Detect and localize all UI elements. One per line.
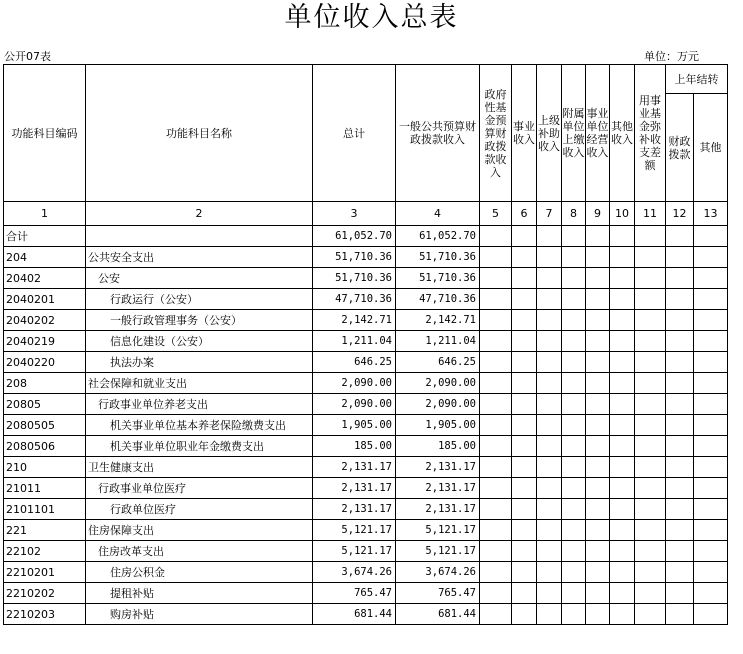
table-row <box>4 247 728 268</box>
row-empty-cell <box>480 562 512 583</box>
row-empty-cell <box>610 562 635 583</box>
row-empty-cell <box>610 499 635 520</box>
row-empty-cell <box>694 520 728 541</box>
row-code: 2210202 <box>4 583 86 604</box>
row-total: 765.47 <box>313 583 396 604</box>
row-empty-cell <box>480 541 512 562</box>
header-business-income: 事业单位经营收入 <box>586 65 610 202</box>
table-row <box>4 331 728 352</box>
row-code: 22102 <box>4 541 86 562</box>
row-general-budget: 51,710.36 <box>396 247 480 268</box>
row-empty-cell <box>610 415 635 436</box>
row-total: 5,121.17 <box>313 541 396 562</box>
row-empty-cell <box>635 289 666 310</box>
row-empty-cell <box>666 562 694 583</box>
row-general-budget: 2,131.17 <box>396 457 480 478</box>
column-number: 1 <box>4 202 86 226</box>
row-empty-cell <box>666 541 694 562</box>
row-empty-cell <box>586 499 610 520</box>
row-name: 住房公积金 <box>86 562 313 583</box>
column-number: 4 <box>396 202 480 226</box>
row-empty-cell <box>512 604 537 625</box>
report-title: 单位收入总表 <box>284 2 459 33</box>
row-empty-cell <box>480 499 512 520</box>
row-empty-cell <box>512 352 537 373</box>
row-empty-cell <box>537 583 562 604</box>
row-empty-cell <box>537 247 562 268</box>
row-empty-cell <box>562 520 586 541</box>
row-code: 208 <box>4 373 86 394</box>
row-empty-cell <box>537 394 562 415</box>
row-empty-cell <box>694 373 728 394</box>
table-row <box>4 583 728 604</box>
table-row <box>4 604 728 625</box>
row-empty-cell <box>666 394 694 415</box>
row-empty-cell <box>512 373 537 394</box>
row-empty-cell <box>666 436 694 457</box>
unit-label: 单位：万元 <box>644 50 699 63</box>
column-number: 3 <box>313 202 396 226</box>
row-empty-cell <box>512 226 537 247</box>
row-name: 卫生健康支出 <box>86 457 313 478</box>
row-empty-cell <box>537 541 562 562</box>
column-number: 8 <box>562 202 586 226</box>
row-general-budget: 1,211.04 <box>396 331 480 352</box>
row-empty-cell <box>562 352 586 373</box>
row-code: 20402 <box>4 268 86 289</box>
row-empty-cell <box>694 226 728 247</box>
row-empty-cell <box>537 604 562 625</box>
row-total: 61,052.70 <box>313 226 396 247</box>
row-empty-cell <box>512 247 537 268</box>
row-empty-cell <box>480 436 512 457</box>
row-empty-cell <box>610 247 635 268</box>
table-row <box>4 373 728 394</box>
row-empty-cell <box>635 478 666 499</box>
table-row <box>4 478 728 499</box>
column-number: 10 <box>610 202 635 226</box>
row-total: 2,131.17 <box>313 478 396 499</box>
row-general-budget: 2,142.71 <box>396 310 480 331</box>
row-name: 公共安全支出 <box>86 247 313 268</box>
row-empty-cell <box>480 478 512 499</box>
row-empty-cell <box>480 520 512 541</box>
row-empty-cell <box>610 436 635 457</box>
row-empty-cell <box>586 226 610 247</box>
row-empty-cell <box>586 583 610 604</box>
row-empty-cell <box>480 268 512 289</box>
row-total: 2,090.00 <box>313 394 396 415</box>
row-empty-cell <box>666 331 694 352</box>
header-total: 总计 <box>313 65 396 202</box>
row-empty-cell <box>562 394 586 415</box>
row-code: 2210201 <box>4 562 86 583</box>
row-empty-cell <box>586 310 610 331</box>
row-name: 社会保障和就业支出 <box>86 373 313 394</box>
row-empty-cell <box>537 373 562 394</box>
row-code: 2040202 <box>4 310 86 331</box>
row-empty-cell <box>635 415 666 436</box>
row-empty-cell <box>586 478 610 499</box>
row-empty-cell <box>635 583 666 604</box>
row-empty-cell <box>586 247 610 268</box>
row-empty-cell <box>512 541 537 562</box>
row-empty-cell <box>586 436 610 457</box>
row-total: 2,131.17 <box>313 499 396 520</box>
row-empty-cell <box>635 520 666 541</box>
row-empty-cell <box>562 415 586 436</box>
row-empty-cell <box>537 520 562 541</box>
table-row <box>4 310 728 331</box>
row-empty-cell <box>562 457 586 478</box>
table-row <box>4 562 728 583</box>
row-code: 2040219 <box>4 331 86 352</box>
row-empty-cell <box>512 268 537 289</box>
row-empty-cell <box>635 268 666 289</box>
row-empty-cell <box>635 310 666 331</box>
row-general-budget: 2,131.17 <box>396 499 480 520</box>
header-carryover: 上年结转 <box>666 65 728 94</box>
row-empty-cell <box>537 478 562 499</box>
header-fund-makeup: 用事业基金弥补收支差额 <box>635 65 666 202</box>
header-carryover-fiscal: 财政拨款 <box>666 94 694 202</box>
column-number: 7 <box>537 202 562 226</box>
row-empty-cell <box>694 289 728 310</box>
row-empty-cell <box>635 499 666 520</box>
row-code: 2101101 <box>4 499 86 520</box>
column-number-row <box>4 202 728 226</box>
row-empty-cell <box>635 226 666 247</box>
row-empty-cell <box>610 394 635 415</box>
header-affiliated-turnover: 附属单位上缴收入 <box>562 65 586 202</box>
row-empty-cell <box>586 289 610 310</box>
row-empty-cell <box>562 583 586 604</box>
row-empty-cell <box>512 289 537 310</box>
row-empty-cell <box>562 373 586 394</box>
row-empty-cell <box>694 310 728 331</box>
row-name: 信息化建设（公安） <box>86 331 313 352</box>
row-empty-cell <box>694 541 728 562</box>
row-code: 21011 <box>4 478 86 499</box>
row-general-budget: 2,090.00 <box>396 394 480 415</box>
table-row <box>4 457 728 478</box>
table-row <box>4 268 728 289</box>
row-code: 2080505 <box>4 415 86 436</box>
row-empty-cell <box>666 373 694 394</box>
row-empty-cell <box>562 226 586 247</box>
row-empty-cell <box>666 478 694 499</box>
row-empty-cell <box>480 457 512 478</box>
row-empty-cell <box>610 331 635 352</box>
row-empty-cell <box>512 415 537 436</box>
row-empty-cell <box>562 247 586 268</box>
row-empty-cell <box>666 268 694 289</box>
row-empty-cell <box>694 247 728 268</box>
row-code: 20805 <box>4 394 86 415</box>
row-empty-cell <box>635 604 666 625</box>
row-empty-cell <box>562 478 586 499</box>
row-general-budget: 5,121.17 <box>396 541 480 562</box>
row-empty-cell <box>666 310 694 331</box>
row-total: 51,710.36 <box>313 268 396 289</box>
row-empty-cell <box>694 499 728 520</box>
row-name: 机关事业单位基本养老保险缴费支出 <box>86 415 313 436</box>
row-general-budget: 3,674.26 <box>396 562 480 583</box>
row-empty-cell <box>610 373 635 394</box>
table-row <box>4 289 728 310</box>
row-name: 行政单位医疗 <box>86 499 313 520</box>
row-empty-cell <box>480 394 512 415</box>
row-empty-cell <box>694 604 728 625</box>
row-empty-cell <box>480 583 512 604</box>
row-empty-cell <box>635 373 666 394</box>
row-empty-cell <box>537 310 562 331</box>
row-empty-cell <box>480 604 512 625</box>
header-fund-budget: 政府性基金预算财政拨款收入 <box>480 65 512 202</box>
row-empty-cell <box>666 289 694 310</box>
column-number: 6 <box>512 202 537 226</box>
row-name: 购房补贴 <box>86 604 313 625</box>
row-empty-cell <box>512 478 537 499</box>
row-empty-cell <box>537 268 562 289</box>
row-empty-cell <box>635 436 666 457</box>
row-general-budget: 1,905.00 <box>396 415 480 436</box>
row-code: 2040220 <box>4 352 86 373</box>
row-empty-cell <box>610 583 635 604</box>
column-number: 13 <box>694 202 728 226</box>
header-carryover-other: 其他 <box>694 94 728 202</box>
row-empty-cell <box>666 226 694 247</box>
header-name: 功能科目名称 <box>86 65 313 202</box>
row-empty-cell <box>586 352 610 373</box>
table-row <box>4 436 728 457</box>
row-empty-cell <box>537 415 562 436</box>
row-empty-cell <box>562 436 586 457</box>
table-row <box>4 415 728 436</box>
row-empty-cell <box>512 562 537 583</box>
row-name: 住房保障支出 <box>86 520 313 541</box>
table-row <box>4 394 728 415</box>
header-general-budget: 一般公共预算财政拨款收入 <box>396 65 480 202</box>
row-total: 646.25 <box>313 352 396 373</box>
row-empty-cell <box>586 604 610 625</box>
row-empty-cell <box>694 478 728 499</box>
row-empty-cell <box>586 373 610 394</box>
row-empty-cell <box>512 499 537 520</box>
row-empty-cell <box>562 604 586 625</box>
row-empty-cell <box>694 583 728 604</box>
row-empty-cell <box>480 310 512 331</box>
row-empty-cell <box>562 562 586 583</box>
row-empty-cell <box>480 373 512 394</box>
row-empty-cell <box>586 457 610 478</box>
row-empty-cell <box>610 457 635 478</box>
column-number: 2 <box>86 202 313 226</box>
table-row <box>4 352 728 373</box>
row-empty-cell <box>512 436 537 457</box>
row-empty-cell <box>610 226 635 247</box>
row-empty-cell <box>635 394 666 415</box>
row-empty-cell <box>610 268 635 289</box>
row-empty-cell <box>610 541 635 562</box>
row-empty-cell <box>512 520 537 541</box>
row-name: 机关事业单位职业年金缴费支出 <box>86 436 313 457</box>
row-name: 提租补贴 <box>86 583 313 604</box>
row-empty-cell <box>512 457 537 478</box>
row-empty-cell <box>694 415 728 436</box>
row-empty-cell <box>635 331 666 352</box>
row-empty-cell <box>694 268 728 289</box>
row-empty-cell <box>635 562 666 583</box>
column-number: 11 <box>635 202 666 226</box>
row-total: 1,905.00 <box>313 415 396 436</box>
row-empty-cell <box>635 247 666 268</box>
row-empty-cell <box>666 604 694 625</box>
row-total: 2,142.71 <box>313 310 396 331</box>
column-number: 5 <box>480 202 512 226</box>
row-name: 执法办案 <box>86 352 313 373</box>
row-empty-cell <box>666 583 694 604</box>
row-general-budget: 765.47 <box>396 583 480 604</box>
row-empty-cell <box>666 520 694 541</box>
table-row <box>4 520 728 541</box>
row-empty-cell <box>537 562 562 583</box>
row-empty-cell <box>512 310 537 331</box>
row-empty-cell <box>610 352 635 373</box>
row-general-budget: 185.00 <box>396 436 480 457</box>
table-row <box>4 499 728 520</box>
row-empty-cell <box>512 331 537 352</box>
row-empty-cell <box>694 436 728 457</box>
row-empty-cell <box>610 520 635 541</box>
row-empty-cell <box>537 436 562 457</box>
row-empty-cell <box>694 331 728 352</box>
row-name: 行政事业单位养老支出 <box>86 394 313 415</box>
row-empty-cell <box>666 457 694 478</box>
row-empty-cell <box>586 415 610 436</box>
row-empty-cell <box>586 541 610 562</box>
row-code: 2040201 <box>4 289 86 310</box>
row-empty-cell <box>480 415 512 436</box>
row-empty-cell <box>562 331 586 352</box>
row-code: 204 <box>4 247 86 268</box>
row-general-budget: 2,090.00 <box>396 373 480 394</box>
row-general-budget: 51,710.36 <box>396 268 480 289</box>
row-total: 3,674.26 <box>313 562 396 583</box>
row-empty-cell <box>694 394 728 415</box>
row-total: 47,710.36 <box>313 289 396 310</box>
row-total: 5,121.17 <box>313 520 396 541</box>
row-general-budget: 61,052.70 <box>396 226 480 247</box>
row-empty-cell <box>666 352 694 373</box>
row-total: 1,211.04 <box>313 331 396 352</box>
row-empty-cell <box>610 478 635 499</box>
column-number: 12 <box>666 202 694 226</box>
row-empty-cell <box>610 604 635 625</box>
row-empty-cell <box>586 331 610 352</box>
row-general-budget: 646.25 <box>396 352 480 373</box>
table-row <box>4 541 728 562</box>
row-empty-cell <box>562 289 586 310</box>
row-general-budget: 681.44 <box>396 604 480 625</box>
row-empty-cell <box>480 289 512 310</box>
row-empty-cell <box>512 583 537 604</box>
row-empty-cell <box>562 499 586 520</box>
row-general-budget: 5,121.17 <box>396 520 480 541</box>
header-superior-subsidy: 上级补助收入 <box>537 65 562 202</box>
row-empty-cell <box>537 289 562 310</box>
row-code: 210 <box>4 457 86 478</box>
row-empty-cell <box>537 457 562 478</box>
row-empty-cell <box>694 562 728 583</box>
income-summary-table <box>3 64 728 625</box>
row-empty-cell <box>666 499 694 520</box>
row-empty-cell <box>537 499 562 520</box>
row-empty-cell <box>562 541 586 562</box>
row-empty-cell <box>480 247 512 268</box>
row-code: 合计 <box>4 226 86 247</box>
row-empty-cell <box>586 562 610 583</box>
row-empty-cell <box>512 394 537 415</box>
row-empty-cell <box>480 331 512 352</box>
row-total: 681.44 <box>313 604 396 625</box>
row-code: 2210203 <box>4 604 86 625</box>
row-empty-cell <box>694 352 728 373</box>
row-total: 51,710.36 <box>313 247 396 268</box>
row-code: 2080506 <box>4 436 86 457</box>
row-empty-cell <box>694 457 728 478</box>
row-empty-cell <box>610 310 635 331</box>
row-name: 公安 <box>86 268 313 289</box>
header-code: 功能科目编码 <box>4 65 86 202</box>
row-name: 住房改革支出 <box>86 541 313 562</box>
row-name: 行政事业单位医疗 <box>86 478 313 499</box>
row-general-budget: 47,710.36 <box>396 289 480 310</box>
row-empty-cell <box>562 310 586 331</box>
row-total: 2,090.00 <box>313 373 396 394</box>
column-number: 9 <box>586 202 610 226</box>
row-name: 行政运行（公安） <box>86 289 313 310</box>
header-other-income: 其他收入 <box>610 65 635 202</box>
row-empty-cell <box>586 394 610 415</box>
row-empty-cell <box>586 268 610 289</box>
row-empty-cell <box>635 541 666 562</box>
header-career-income: 事业收入 <box>512 65 537 202</box>
row-general-budget: 2,131.17 <box>396 478 480 499</box>
row-empty-cell <box>635 457 666 478</box>
row-code: 221 <box>4 520 86 541</box>
row-name: 一般行政管理事务（公安） <box>86 310 313 331</box>
row-empty-cell <box>537 352 562 373</box>
row-empty-cell <box>635 352 666 373</box>
row-empty-cell <box>562 268 586 289</box>
row-name <box>86 226 313 247</box>
row-empty-cell <box>666 415 694 436</box>
form-code: 公开07表 <box>4 50 51 63</box>
row-empty-cell <box>666 247 694 268</box>
row-total: 2,131.17 <box>313 457 396 478</box>
row-empty-cell <box>480 352 512 373</box>
row-empty-cell <box>480 226 512 247</box>
row-empty-cell <box>586 520 610 541</box>
row-empty-cell <box>610 289 635 310</box>
table-row <box>4 226 728 247</box>
row-empty-cell <box>537 226 562 247</box>
row-total: 185.00 <box>313 436 396 457</box>
row-empty-cell <box>537 331 562 352</box>
